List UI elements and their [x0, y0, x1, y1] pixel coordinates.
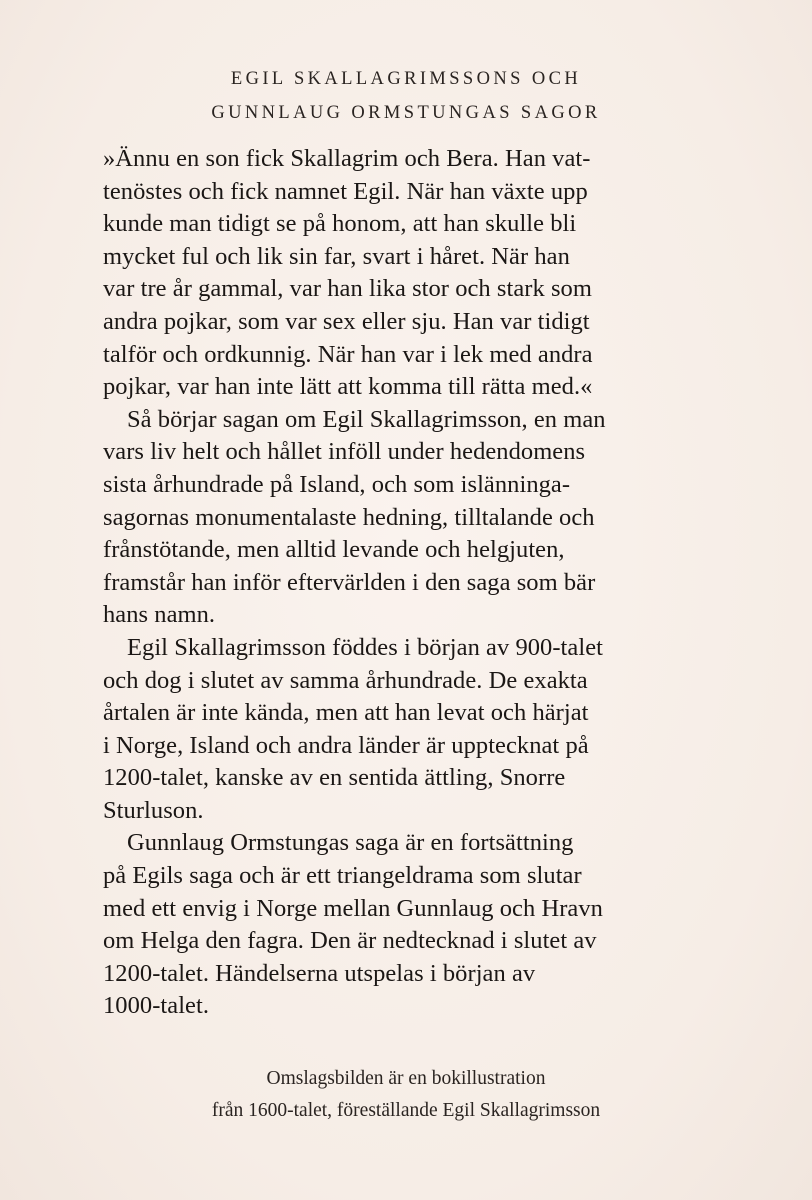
paragraph-4-line-3: med ett envig i Norge mellan Gunnlaug och Hravn: [103, 894, 603, 922]
heading-line-1: EGIL SKALLAGRIMSSONS OCH: [230, 69, 582, 89]
paragraph-3-line-4: i Norge, Island och andra länder är upptecknat på: [103, 731, 589, 759]
caption-line-2: från 1600-talet, föreställande Egil Skallagrimsson: [211, 1100, 601, 1121]
paragraph-1-line-6: andra pojkar, som var sex eller sju. Han var tidigt: [103, 307, 590, 335]
paragraph-2-line-3: sista århundrade på Island, och som islänninga-: [103, 470, 571, 498]
paragraph-4-line-2: på Egils saga och är ett triangeldrama som slutar: [103, 862, 582, 890]
paragraph-1-line-4: mycket ful och lik sin far, svart i håret. När han: [103, 242, 570, 270]
paragraph-1-line-1: »Ännu en son fick Skallagrim och Bera. Han vat-: [103, 145, 591, 172]
paragraph-2-line-4: sagornas monumentalaste hedning, tilltalande och: [103, 503, 595, 531]
paragraph-1-line-8: pojkar, var han inte lätt att komma till rätta med.«: [103, 373, 593, 401]
paragraph-2-line-6: framstår han inför eftervärlden i den saga som bär: [103, 568, 596, 596]
paragraph-1-line-3: kunde man tidigt se på honom, att han skulle bli: [103, 210, 577, 238]
paragraph-2-line-5: frånstötande, men alltid levande och helgjuten,: [103, 536, 565, 564]
page-heading: [0, 62, 812, 130]
body-text: [103, 143, 723, 1023]
paragraph-2-line-1: Så börjar sagan om Egil Skallagrimsson, en man: [127, 405, 606, 433]
paragraph-4-line-6: 1000-talet.: [103, 992, 210, 1020]
paragraph-4-line-1: Gunnlaug Ormstungas saga är en fortsättning: [127, 829, 574, 857]
paragraph-3-line-1: Egil Skallagrimsson föddes i början av 900-talet: [127, 633, 603, 661]
paragraph-2-line-2: vars liv helt och hållet inföll under hedendomens: [103, 438, 586, 466]
paragraph-1-line-7: talför och ordkunnig. När han var i lek med andra: [103, 340, 593, 368]
paragraph-4-line-4: om Helga den fagra. Den är nedtecknad i slutet av: [103, 927, 597, 955]
paragraph-4-line-5: 1200-talet. Händelserna utspelas i början av: [103, 959, 536, 987]
paragraph-3-line-3: årtalen är inte kända, men att han levat och härjat: [103, 699, 589, 727]
paragraph-3-line-2: och dog i slutet av samma århundrade. De exakta: [103, 666, 588, 694]
paragraph-1-line-2: tenöstes och fick namnet Egil. När han växte upp: [103, 177, 588, 205]
paragraph-2-line-7: hans namn.: [103, 601, 216, 629]
caption-line-1: Omslagsbilden är en bokillustration: [266, 1068, 546, 1089]
paragraph-3-line-5: 1200-talet, kanske av en sentida ättling, Snorre: [103, 764, 566, 792]
paragraph-1-line-5: var tre år gammal, var han lika stor och stark som: [103, 275, 592, 303]
paragraph-3-line-6: Sturluson.: [103, 796, 204, 824]
heading-line-2: GUNNLAUG ORMSTUNGAS SAGOR: [211, 103, 601, 123]
cover-caption: [0, 1063, 812, 1127]
